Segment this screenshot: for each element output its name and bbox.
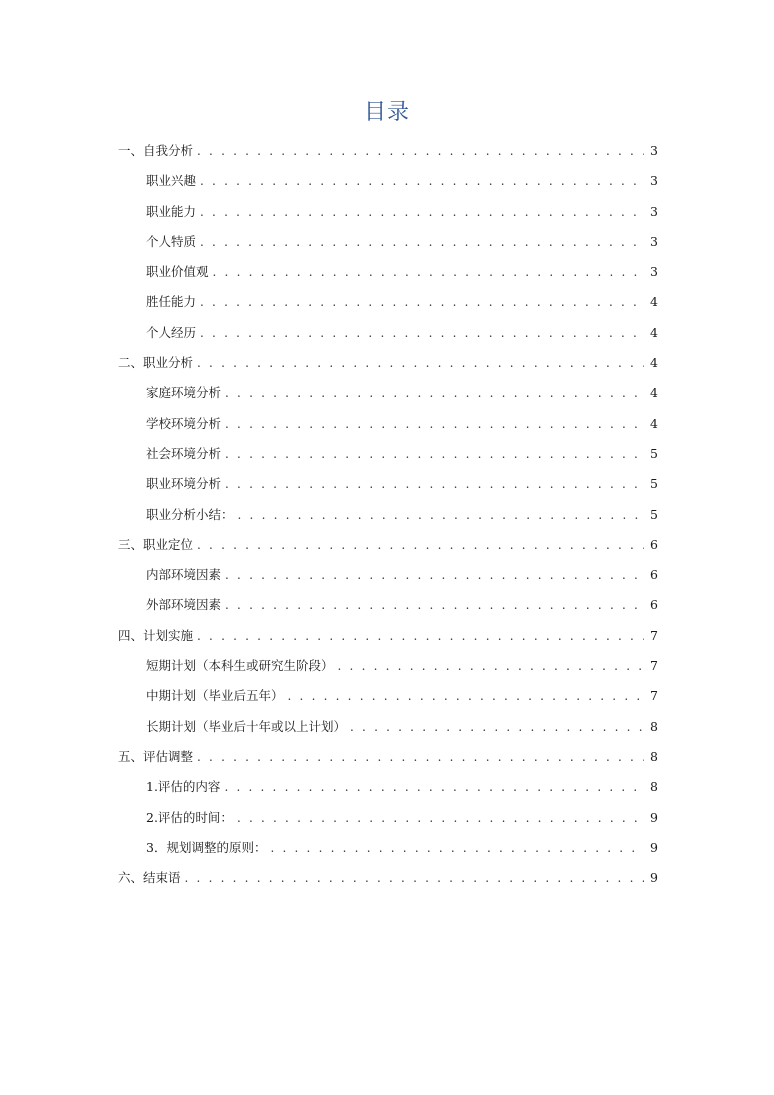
toc-page-number: 7 — [650, 658, 658, 674]
toc-entry-label: 二、职业分析 — [118, 355, 194, 371]
toc-subsection-entry[interactable] — [118, 227, 658, 257]
toc-entry-label: 中期计划（毕业后五年） — [146, 688, 284, 704]
toc-subsection-entry[interactable] — [118, 378, 658, 408]
toc-dot-leader — [288, 681, 644, 711]
toc-entry-label: 六、结束语 — [118, 870, 181, 886]
toc-dot-leader — [200, 166, 644, 196]
toc-entry-label: 长期计划（毕业后十年或以上计划） — [146, 718, 347, 734]
toc-page-number: 3 — [650, 173, 658, 189]
toc-page-number: 5 — [650, 445, 658, 461]
toc-page-number: 4 — [650, 415, 658, 431]
toc-entry-label: 职业兴趣 — [146, 173, 197, 189]
toc-entry-label: 1.评估的内容 — [146, 779, 221, 795]
toc-entry-label: 胜任能力 — [146, 294, 197, 310]
toc-entry-label: 3．规划调整的原则： — [146, 839, 267, 855]
toc-dot-leader — [225, 409, 644, 439]
toc-section-entry[interactable] — [118, 621, 658, 651]
toc-entry-label: 职业能力 — [146, 203, 197, 219]
toc-page-number: 7 — [650, 688, 658, 704]
toc-subsection-entry[interactable] — [118, 197, 658, 227]
toc-entry-label: 职业价值观 — [146, 264, 209, 280]
toc-dot-leader — [213, 257, 644, 287]
toc-list — [118, 136, 658, 893]
toc-dot-leader — [270, 833, 644, 863]
toc-page-number: 3 — [650, 143, 658, 158]
toc-subsection-entry[interactable] — [118, 833, 658, 863]
toc-dot-leader — [197, 621, 644, 651]
toc-section-entry[interactable] — [118, 530, 658, 560]
toc-dot-leader — [238, 500, 644, 530]
toc-dot-leader — [200, 197, 644, 227]
toc-dot-leader — [200, 287, 644, 317]
toc-page-number: 6 — [650, 567, 658, 583]
toc-subsection-entry[interactable] — [118, 590, 658, 620]
toc-page-number: 9 — [650, 809, 658, 825]
toc-page-number: 4 — [650, 294, 658, 310]
toc-page-number: 5 — [650, 506, 658, 522]
toc-page-number: 9 — [650, 839, 658, 855]
toc-subsection-entry[interactable] — [118, 287, 658, 317]
toc-dot-leader — [237, 803, 644, 833]
toc-dot-leader — [225, 378, 644, 408]
toc-dot-leader — [225, 439, 644, 469]
toc-entry-label: 四、计划实施 — [118, 627, 194, 643]
toc-subsection-entry[interactable] — [118, 772, 658, 802]
toc-entry-label: 一、自我分析 — [118, 143, 194, 158]
toc-dot-leader — [197, 348, 644, 378]
toc-section-entry[interactable] — [118, 136, 658, 166]
toc-entry-label: 个人特质 — [146, 233, 197, 249]
toc-section-entry[interactable] — [118, 348, 658, 378]
toc-subsection-entry[interactable] — [118, 803, 658, 833]
toc-page-number: 5 — [650, 476, 658, 492]
toc-subsection-entry[interactable] — [118, 409, 658, 439]
toc-page-number: 6 — [650, 536, 658, 552]
toc-dot-leader — [225, 469, 644, 499]
toc-subsection-entry[interactable] — [118, 469, 658, 499]
toc-dot-leader — [224, 772, 644, 802]
toc-entry-label: 职业分析小结： — [146, 506, 234, 522]
toc-dot-leader — [200, 318, 644, 348]
toc-dot-leader — [185, 863, 644, 893]
toc-dot-leader — [225, 590, 644, 620]
toc-subsection-entry[interactable] — [118, 500, 658, 530]
toc-dot-leader — [350, 712, 644, 742]
toc-section-entry[interactable] — [118, 863, 658, 893]
toc-page-number: 4 — [650, 324, 658, 340]
toc-dot-leader — [338, 651, 644, 681]
toc-title: 目录 — [363, 100, 410, 125]
toc-page-number: 4 — [650, 355, 658, 371]
toc-dot-leader — [200, 227, 644, 257]
toc-page-number: 3 — [650, 233, 658, 249]
toc-subsection-entry[interactable] — [118, 681, 658, 711]
toc-page-number: 9 — [650, 870, 658, 886]
toc-subsection-entry[interactable] — [118, 712, 658, 742]
toc-dot-leader — [225, 560, 644, 590]
toc-entry-label: 2.评估的时间： — [146, 809, 233, 825]
toc-subsection-entry[interactable] — [118, 318, 658, 348]
toc-entry-label: 短期计划（本科生或研究生阶段） — [146, 658, 334, 674]
toc-subsection-entry[interactable] — [118, 651, 658, 681]
toc-page-number: 8 — [650, 779, 658, 795]
toc-page-number: 7 — [650, 627, 658, 643]
toc-dot-leader — [197, 742, 644, 772]
toc-entry-label: 三、职业定位 — [118, 536, 194, 552]
toc-subsection-entry[interactable] — [118, 439, 658, 469]
toc-section-entry[interactable] — [118, 742, 658, 772]
toc-entry-label: 社会环境分析 — [146, 445, 222, 461]
toc-page-number: 8 — [650, 748, 658, 764]
toc-dot-leader — [197, 136, 644, 166]
toc-entry-label: 职业环境分析 — [146, 476, 222, 492]
toc-page-number: 3 — [650, 203, 658, 219]
toc-page-number: 8 — [650, 718, 658, 734]
toc-subsection-entry[interactable] — [118, 560, 658, 590]
toc-page-number: 6 — [650, 597, 658, 613]
toc-page-number: 3 — [650, 264, 658, 280]
toc-subsection-entry[interactable] — [118, 257, 658, 287]
toc-entry-label: 五、评估调整 — [118, 748, 194, 764]
toc-entry-label: 内部环境因素 — [146, 567, 222, 583]
toc-entry-label: 个人经历 — [146, 324, 197, 340]
toc-dot-leader — [197, 530, 644, 560]
toc-entry-label: 家庭环境分析 — [146, 385, 222, 401]
toc-subsection-entry[interactable] — [118, 166, 658, 196]
toc-page-number: 4 — [650, 385, 658, 401]
toc-entry-label: 外部环境因素 — [146, 597, 222, 613]
toc-entry-label: 学校环境分析 — [146, 415, 222, 431]
